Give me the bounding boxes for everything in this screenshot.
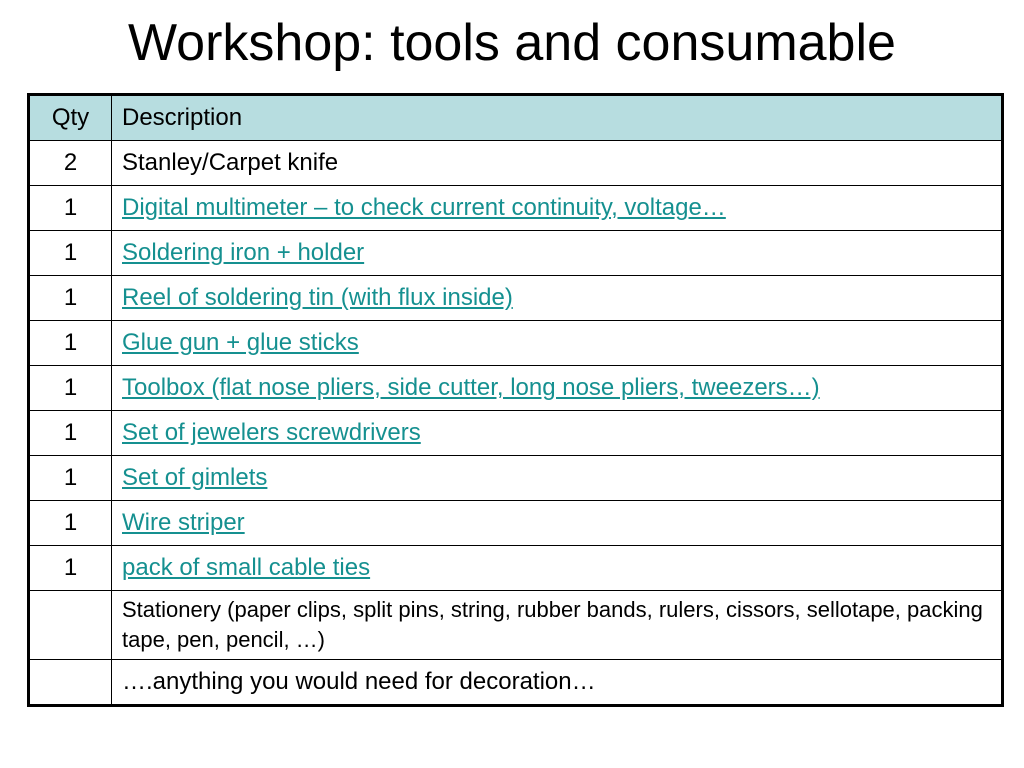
description-cell [112,501,1003,546]
description-cell [112,411,1003,456]
item-link-gimlets[interactable]: Set of gimlets [122,464,268,491]
description-cell [112,546,1003,591]
item-link-soldering-tin[interactable]: Reel of soldering tin (with flux inside) [122,284,513,311]
qty-cell [29,591,112,660]
description-cell: ….anything you would need for decoration… [112,660,1003,706]
item-link-glue-gun[interactable]: Glue gun + glue sticks [122,329,359,356]
description-cell [112,366,1003,411]
description-cell [112,321,1003,366]
item-link-toolbox[interactable]: Toolbox (flat nose pliers, side cutter, long nose pliers, tweezers…) [122,374,820,401]
description-cell [112,186,1003,231]
item-link-multimeter[interactable]: Digital multimeter – to check current continuity, voltage… [122,194,726,221]
table-row [29,276,1003,321]
description-cell: Stanley/Carpet knife [112,141,1003,186]
table-row [29,546,1003,591]
page-title: Workshop: tools and consumable [128,14,896,72]
description-column-header: Description [112,95,1003,141]
description-cell: Stationery (paper clips, split pins, string, rubber bands, rulers, cissors, sellotape, packing tape, pen, pencil, …) [112,591,1003,660]
qty-cell: 1 [29,366,112,411]
qty-cell: 1 [29,186,112,231]
table-row [29,591,1003,660]
table-header-row [29,95,1003,141]
description-cell [112,276,1003,321]
description-cell [112,456,1003,501]
table-row [29,366,1003,411]
qty-cell [29,660,112,706]
item-link-screwdrivers[interactable]: Set of jewelers screwdrivers [122,419,421,446]
item-link-cable-ties[interactable]: pack of small cable ties [122,554,371,581]
qty-cell: 1 [29,546,112,591]
table-row [29,501,1003,546]
tools-table [27,93,1004,707]
table-row [29,231,1003,276]
qty-column-header: Qty [29,95,112,141]
table-row [29,411,1003,456]
qty-cell: 1 [29,321,112,366]
qty-cell: 1 [29,456,112,501]
item-link-soldering-iron[interactable]: Soldering iron + holder [122,239,365,266]
table-row [29,456,1003,501]
qty-cell: 1 [29,276,112,321]
table-row [29,186,1003,231]
item-link-wire-striper[interactable]: Wire striper [122,509,245,536]
table-row [29,141,1003,186]
qty-cell: 1 [29,411,112,456]
qty-cell: 1 [29,501,112,546]
description-cell [112,231,1003,276]
qty-cell: 1 [29,231,112,276]
table-row [29,321,1003,366]
table-row [29,660,1003,706]
qty-cell: 2 [29,141,112,186]
